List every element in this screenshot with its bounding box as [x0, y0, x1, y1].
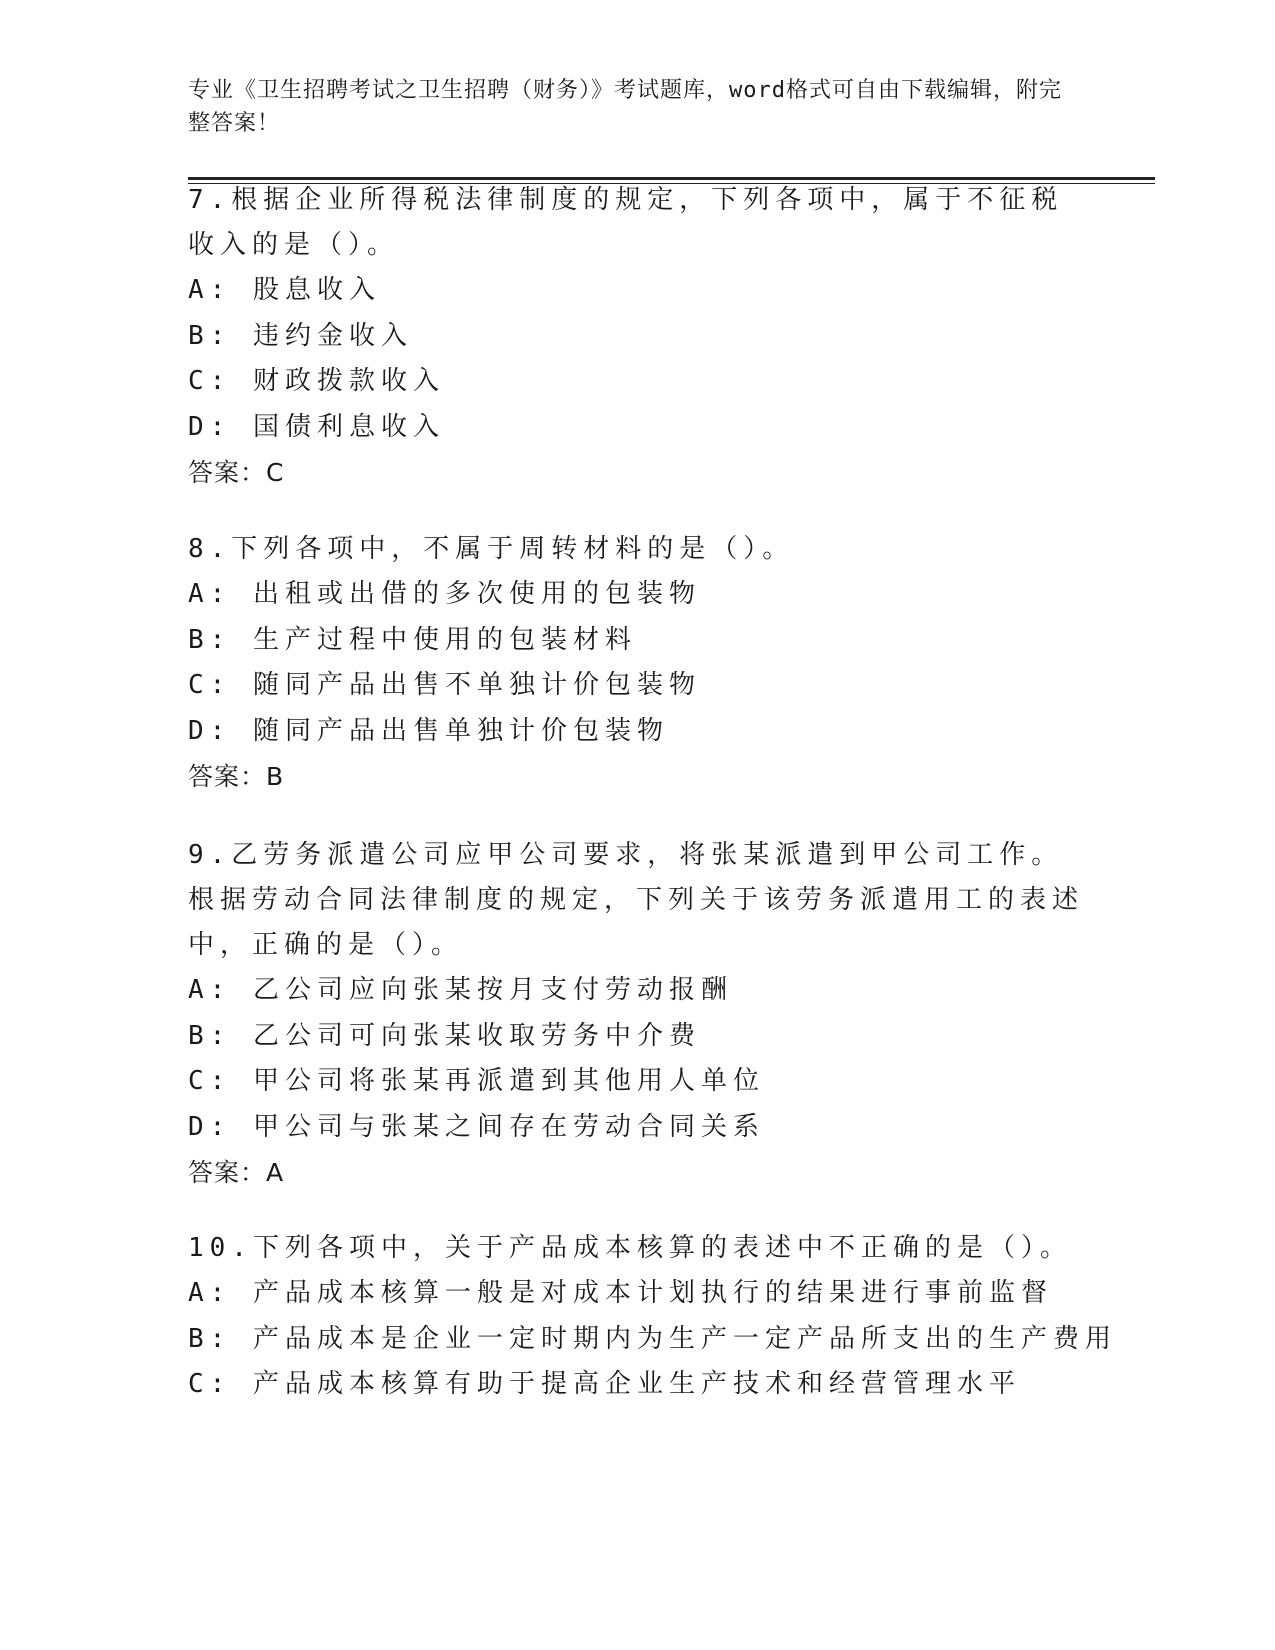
question-stem: 8.下列各项中，不属于周转材料的是（）。 — [188, 534, 795, 564]
question-10 — [188, 1226, 1117, 1408]
option-c: C: 随同产品出售不单独计价包装物 — [188, 670, 701, 700]
option-b: B: 生产过程中使用的包装材料 — [188, 624, 637, 655]
option-a: A: 股息收入 — [188, 275, 381, 305]
document-header: 专业《卫生招聘考试之卫生招聘（财务）》考试题库，word格式可自由下载编辑，附完整答案！ — [188, 78, 1062, 136]
option-d: D: 随同产品出售单独计价包装物 — [188, 715, 669, 746]
question-stem: 9.乙劳务派遣公司应甲公司要求，将张某派遣到甲公司工作。根据劳动合同法律制度的规定，下列关于该劳务派遣用工的表述中，正确的是（）。 — [188, 840, 1085, 960]
question-9 — [188, 833, 1088, 1195]
answer: 答案：B — [188, 762, 285, 791]
option-b: B: 违约金收入 — [188, 320, 413, 351]
option-b: B: 产品成本是企业一定时期内为生产一定产品所支出的生产费用 — [188, 1323, 1117, 1354]
question-8 — [188, 527, 1088, 799]
option-a: A: 产品成本核算一般是对成本计划执行的结果进行事前监督 — [188, 1278, 1053, 1308]
question-stem: 10.下列各项中，关于产品成本核算的表述中不正确的是（）。 — [188, 1233, 1072, 1263]
option-b: B: 乙公司可向张某收取劳务中介费 — [188, 1020, 701, 1051]
answer: 答案：A — [188, 1158, 285, 1187]
option-d: D: 甲公司与张某之间存在劳动合同关系 — [188, 1111, 765, 1142]
option-d: D: 国债利息收入 — [188, 411, 445, 442]
option-c: C: 甲公司将张某再派遣到其他用人单位 — [188, 1066, 765, 1096]
question-stem: 7.根据企业所得税法律制度的规定，下列各项中，属于不征税收入的是（）。 — [188, 185, 1064, 260]
option-c: C: 财政拨款收入 — [188, 366, 445, 396]
option-c: C: 产品成本核算有助于提高企业生产技术和经营管理水平 — [188, 1369, 1021, 1399]
question-7 — [188, 178, 1088, 495]
answer: 答案：C — [188, 458, 285, 487]
option-a: A: 乙公司应向张某按月支付劳动报酬 — [188, 975, 733, 1005]
option-a: A: 出租或出借的多次使用的包装物 — [188, 579, 701, 609]
